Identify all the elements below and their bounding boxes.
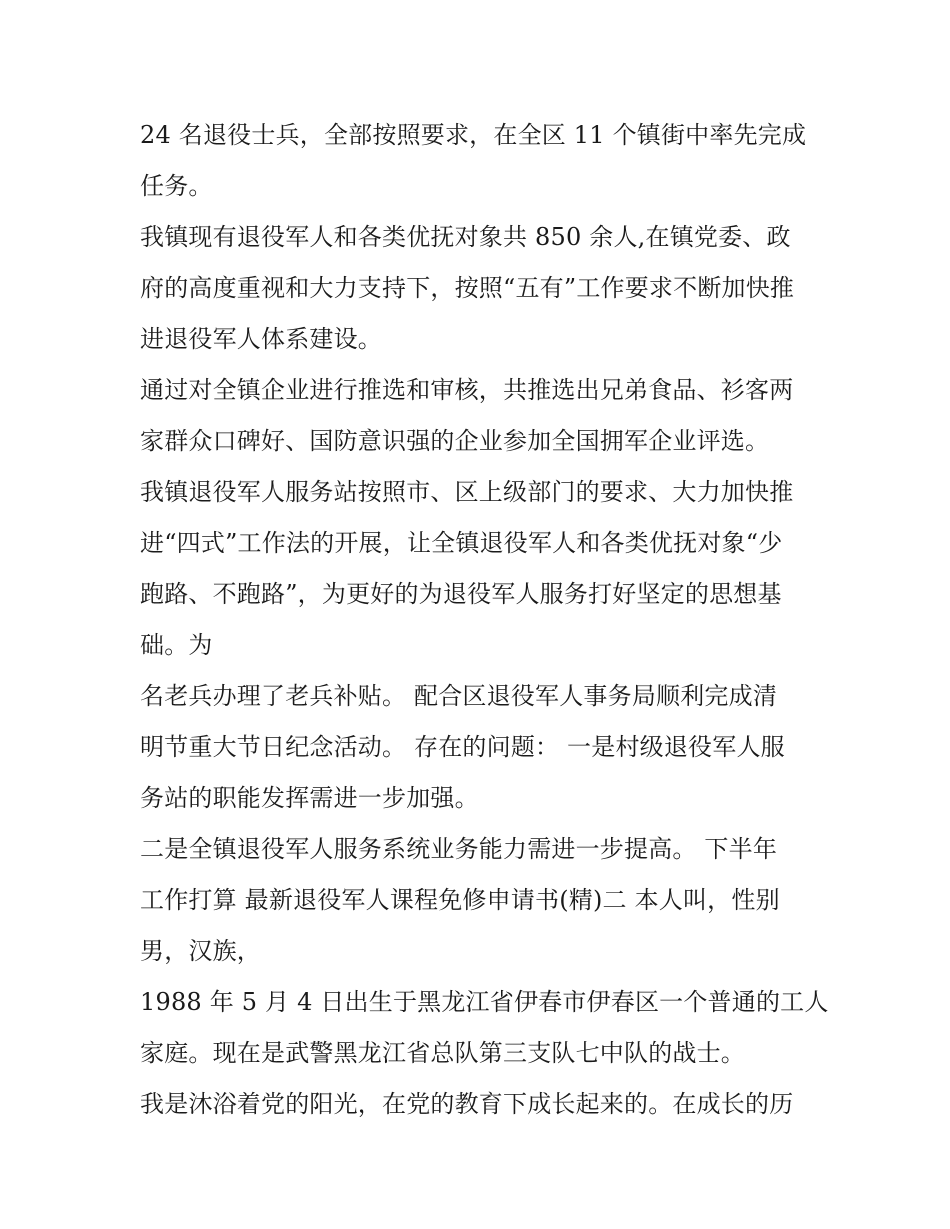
text-line: 务站的职能发挥需进一步加强。 bbox=[140, 784, 479, 812]
text-line: 男，汉族， bbox=[140, 937, 261, 965]
document-body bbox=[140, 110, 830, 1130]
text-line: 进“四式”工作法的开展，让全镇退役军人和各类优抚对象“少 bbox=[140, 529, 783, 557]
text-line: 府的高度重视和大力支持下，按照“五有”工作要求不断加快推 bbox=[140, 274, 795, 302]
text-line: 任务。 bbox=[140, 172, 213, 200]
text-line: 明节重大节日纪念活动。 存在的问题： 一是村级退役军人服 bbox=[140, 733, 785, 761]
text-line: 通过对全镇企业进行推选和审核，共推选出兄弟食品、衫客两 bbox=[140, 376, 794, 404]
text-line: 础。为 bbox=[140, 631, 213, 659]
text-line: 1988 年 5 月 4 日出生于黑龙江省伊春市伊春区一个普通的工人 bbox=[140, 988, 829, 1016]
text-line: 我镇现有退役军人和各类优抚对象共 850 余人,在镇党委、政 bbox=[140, 223, 791, 251]
text-line: 名老兵办理了老兵补贴。 配合区退役军人事务局顺利完成清 bbox=[140, 682, 778, 710]
text-line: 家群众口碑好、国防意识强的企业参加全国拥军企业评选。 bbox=[140, 427, 770, 455]
text-line: 24 名退役士兵，全部按照要求，在全区 11 个镇街中率先完成 bbox=[140, 121, 807, 149]
text-line: 二是全镇退役军人服务系统业务能力需进一步提高。 下半年 bbox=[140, 835, 778, 863]
text-line: 工作打算 最新退役军人课程免修申请书(精)二 本人叫，性别 bbox=[140, 886, 780, 914]
text-line: 我是沐浴着党的阳光，在党的教育下成长起来的。在成长的历 bbox=[140, 1090, 794, 1118]
text-line: 进退役军人体系建设。 bbox=[140, 325, 382, 353]
text-line: 家庭。现在是武警黑龙江省总队第三支队七中队的战士。 bbox=[140, 1039, 745, 1067]
text-line: 我镇退役军人服务站按照市、区上级部门的要求、大力加快推 bbox=[140, 478, 794, 506]
text-line: 跑路、不跑路”，为更好的为退役军人服务打好坚定的思想基 bbox=[140, 580, 782, 608]
